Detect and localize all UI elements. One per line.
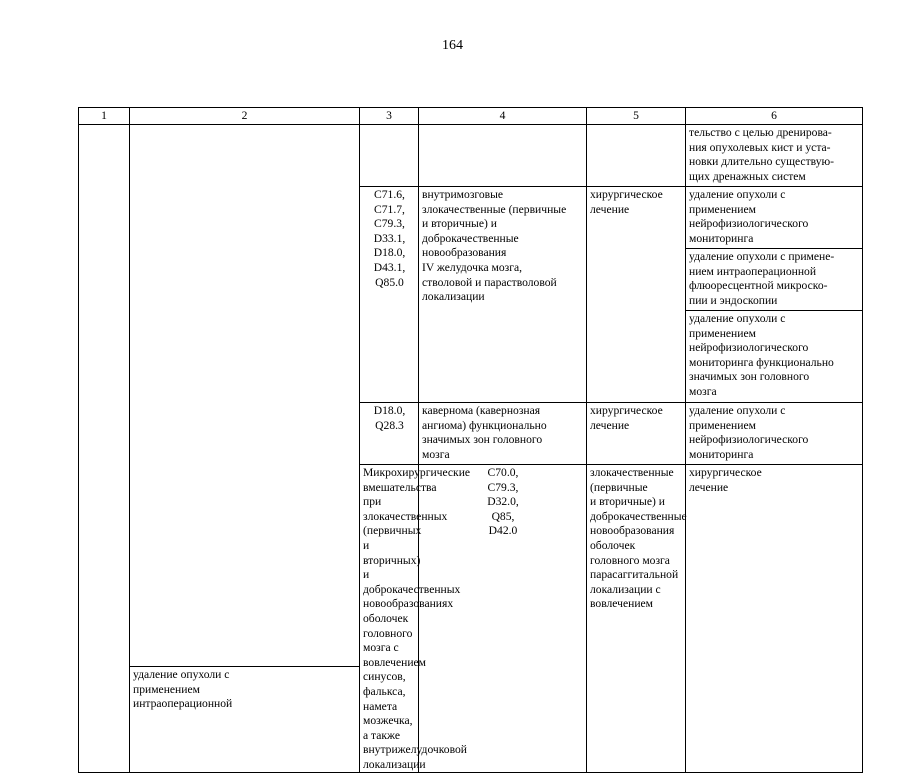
page-number: 164 — [442, 38, 463, 53]
condition-cell-empty — [419, 125, 587, 187]
method-cell: удаление опухоли с применением нейрофизиологического мониторинга — [686, 403, 863, 465]
codes-cell-empty — [360, 125, 419, 187]
codes-cell: D18.0, Q28.3 — [360, 403, 419, 465]
intervention-cell-empty — [130, 125, 360, 667]
table-row — [79, 125, 863, 187]
column-header-3: 3 — [360, 108, 419, 125]
method-cell: удаление опухоли с применением интраоперационной — [130, 667, 360, 773]
treatment-cell: хирургическое лечение — [587, 403, 686, 465]
method-cell: удаление опухоли с применением нейрофизиологического мониторинга функционально значимых зон головного мозга — [686, 311, 863, 403]
condition-cell: внутримозговые злокачественные (первичные и вторичные) и доброкачественные новообразования IV желудочка мозга, стволовой и парастволовой локализации — [419, 187, 587, 403]
treatment-cell-empty — [587, 125, 686, 187]
condition-cell: злокачественные (первичные и вторичные) и доброкачественные новообразования оболочек головного мозга парасаггитальной локализации с вовлечением — [587, 465, 686, 773]
intervention-cell: Микрохирургические вмешательства при злокачественных (первичных и вторичных) и доброкачественных новообразованиях оболочек головного мозга с вовлечением синусов, фалькса, намета мозжечка, а также внутрижелудочковой локализации — [360, 465, 419, 773]
treatment-cell: хирургическое лечение — [587, 187, 686, 403]
column-header-2: 2 — [130, 108, 360, 125]
row-number-cell — [79, 125, 130, 773]
column-header-6: 6 — [686, 108, 863, 125]
column-header-1: 1 — [79, 108, 130, 125]
codes-cell: C70.0, C79.3, D32.0, Q85, D42.0 — [419, 465, 587, 773]
column-header-5: 5 — [587, 108, 686, 125]
condition-cell: кавернома (кавернозная ангиома) функционально значимых зон головного мозга — [419, 403, 587, 465]
column-number-row — [79, 108, 863, 125]
method-cell: удаление опухоли с примене- нием интраоперационной флюоресцентной микроско- пии и эндоскопии — [686, 249, 863, 311]
treatment-cell: хирургическое лечение — [686, 465, 863, 773]
method-cell: тельство с целью дренирова- ния опухолевых кист и уста- новки длительно существую- щих дренажных систем — [686, 125, 863, 187]
column-header-4: 4 — [419, 108, 587, 125]
codes-cell: C71.6, C71.7, C79.3, D33.1, D18.0, D43.1, Q85.0 — [360, 187, 419, 403]
method-cell: удаление опухоли с применением нейрофизиологического мониторинга — [686, 187, 863, 249]
medical-care-table — [78, 107, 863, 773]
